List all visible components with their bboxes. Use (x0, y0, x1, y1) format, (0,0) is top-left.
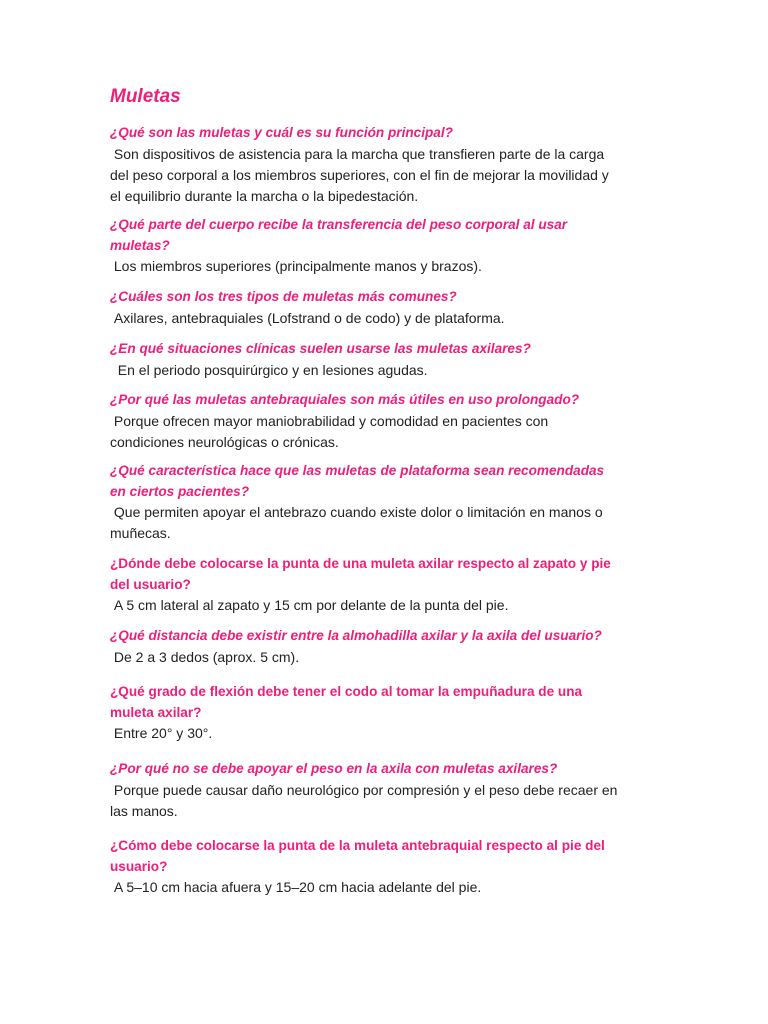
qa-item (110, 215, 655, 277)
question: ¿En qué situaciones clínicas suelen usarse las muletas axilares? (110, 341, 531, 356)
document-title: Muletas (110, 86, 181, 107)
question: ¿Dónde debe colocarse la punta de una muleta axilar respecto al zapato y pie del usuario? (110, 556, 611, 592)
question: ¿Qué parte del cuerpo recibe la transferencia del peso corporal al usar muletas? (110, 217, 568, 253)
answer: Porque ofrecen mayor maniobrabilidad y comodidad en pacientes con condiciones neurológicas o crónicas. (110, 412, 549, 450)
question: ¿Qué son las muletas y cuál es su función principal? (110, 125, 453, 140)
question: ¿Por qué no se debe apoyar el peso en la axila con muletas axilares? (110, 761, 558, 776)
qa-item (110, 123, 655, 207)
answer: En el periodo posquirúrgico y en lesiones agudas. (110, 361, 428, 378)
qa-item (110, 287, 655, 329)
answer: Porque puede causar daño neurológico por compresión y el peso debe recaer en las manos. (110, 781, 618, 819)
question: ¿Por qué las muletas antebraquiales son más útiles en uso prolongado? (110, 392, 580, 407)
question: ¿Qué grado de flexión debe tener el codo al tomar la empuñadura de una muleta axilar? (110, 684, 583, 720)
qa-item (110, 759, 655, 822)
question: ¿Qué característica hace que las muletas de plataforma sean recomendadas en ciertos pacientes? (110, 463, 605, 499)
qa-item (110, 390, 655, 453)
answer: Axilares, antebraquiales (Lofstrand o de codo) y de plataforma. (110, 309, 505, 326)
qa-item (110, 626, 655, 668)
question: ¿Cuáles son los tres tipos de muletas más comunes? (110, 289, 457, 304)
question: ¿Qué distancia debe existir entre la almohadilla axilar y la axila del usuario? (110, 628, 602, 643)
answer: Entre 20° y 30°. (110, 725, 213, 741)
answer: Son dispositivos de asistencia para la marcha que transfieren parte de la carga del peso corporal a los miembros superiores, con el fin de mejorar la movilidad y el equilibrio durante la marcha o la bipedestación. (110, 145, 609, 204)
qa-item (110, 836, 655, 898)
answer: De 2 a 3 dedos (aprox. 5 cm). (110, 648, 300, 665)
question: ¿Cómo debe colocarse la punta de la muleta antebraquial respecto al pie del usuario? (110, 838, 605, 874)
qa-item (110, 554, 655, 616)
qa-item (110, 682, 655, 744)
qa-item (110, 339, 655, 381)
qa-item (110, 461, 655, 544)
answer: A 5–10 cm hacia afuera y 15–20 cm hacia adelante del pie. (110, 879, 482, 895)
answer: Los miembros superiores (principalmente manos y brazos). (110, 258, 482, 274)
answer: Que permiten apoyar el antebrazo cuando existe dolor o limitación en manos o muñecas. (110, 504, 603, 541)
answer: A 5 cm lateral al zapato y 15 cm por delante de la punta del pie. (110, 597, 509, 613)
